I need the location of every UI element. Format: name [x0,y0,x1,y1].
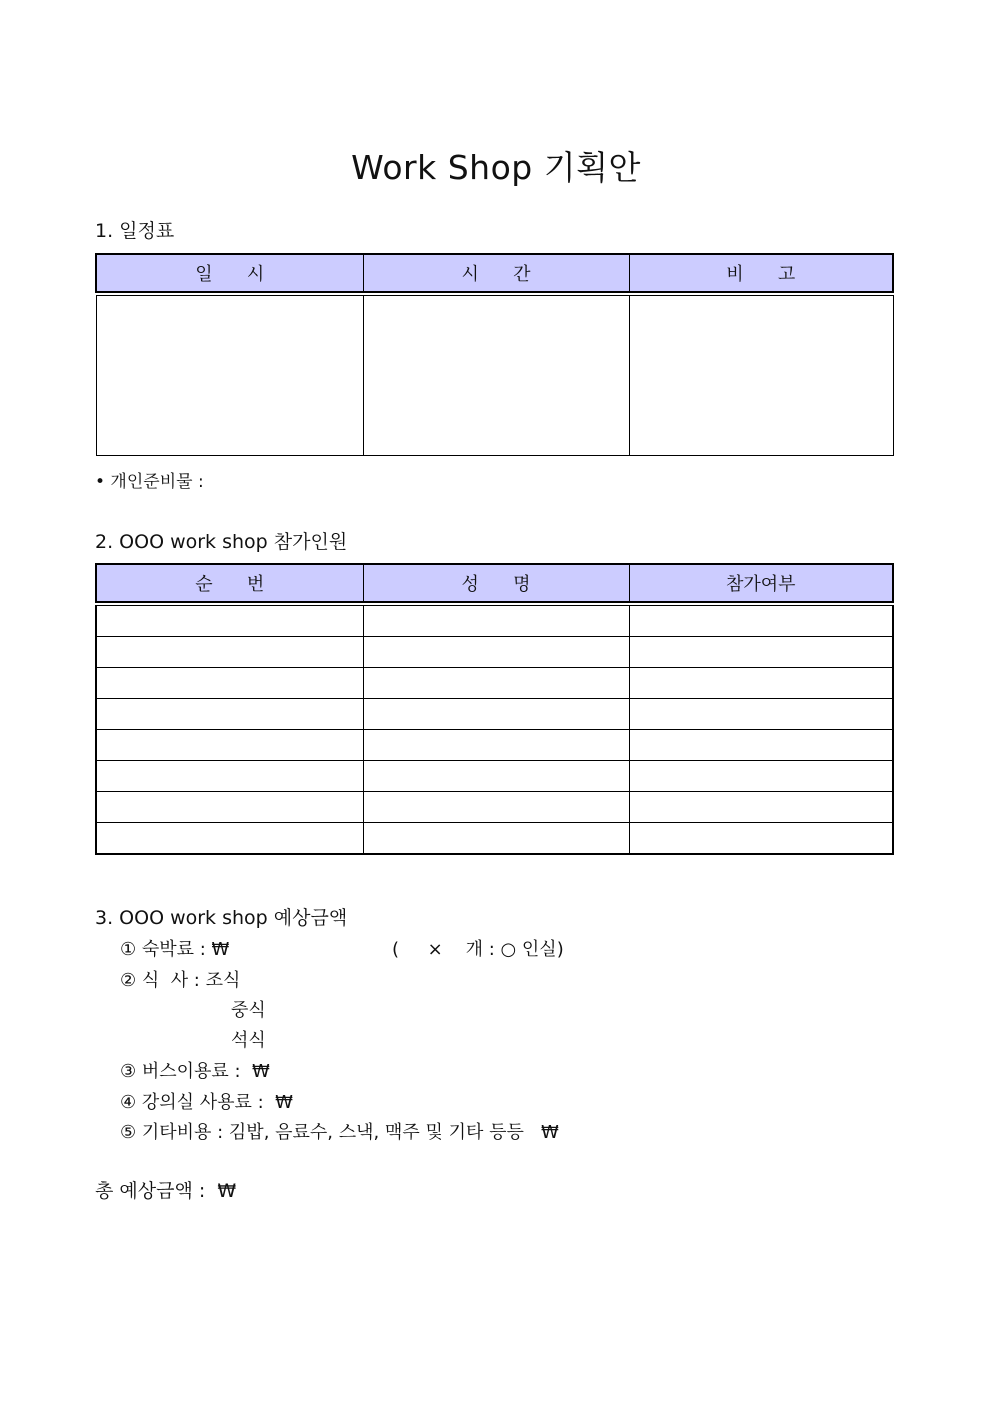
table-row [96,823,893,855]
table-cell[interactable] [363,699,629,730]
table-cell[interactable] [363,823,629,855]
table-cell[interactable] [629,792,893,823]
cost-item-dinner: 석식 [231,1030,266,1051]
table-cell[interactable] [629,637,893,668]
table-row [96,668,893,699]
costs-heading: 3. OOO work shop 예상금액 [95,907,348,929]
cost-item-other: ⑤ 기타비용 : 김밥, 음료수, 스낵, 맥주 및 기타 등등 ₩ [120,1122,559,1143]
table-cell[interactable] [96,792,363,823]
table-row [96,730,893,761]
schedule-heading: 1. 일정표 [95,220,175,242]
total-estimate: 총 예상금액 : ₩ [95,1180,237,1202]
schedule-cell-date[interactable] [96,296,363,456]
participants-heading: 2. OOO work shop 참가인원 [95,531,348,553]
table-cell[interactable] [629,730,893,761]
cost-item-lodging-detail: ( × 개 : ○ 인실) [392,939,564,960]
page-title: Work Shop 기획안 [351,148,641,187]
table-cell[interactable] [96,761,363,792]
cost-item-lunch: 중식 [231,1000,266,1021]
cost-item-meals: ② 식 사 : 조식 [120,970,241,991]
schedule-table [95,253,894,456]
table-cell[interactable] [629,823,893,855]
participants-col-name: 성 명 [363,564,629,602]
schedule-col-remarks: 비 고 [629,254,893,292]
table-row [96,761,893,792]
table-cell[interactable] [629,668,893,699]
schedule-cell-time[interactable] [363,296,629,456]
table-row [96,792,893,823]
participants-col-attendance: 참가여부 [629,564,893,602]
personal-items-note: • 개인준비물 : [95,472,204,492]
table-row [96,637,893,668]
schedule-col-date: 일 시 [96,254,363,292]
table-cell[interactable] [363,637,629,668]
table-row [96,606,893,637]
table-cell[interactable] [96,823,363,855]
table-cell[interactable] [629,761,893,792]
table-cell[interactable] [629,699,893,730]
table-cell[interactable] [363,668,629,699]
table-cell[interactable] [363,606,629,637]
cost-item-bus: ③ 버스이용료 : ₩ [120,1061,270,1082]
table-cell[interactable] [96,637,363,668]
cost-item-lodging: ① 숙박료 : ₩ [120,939,230,960]
table-cell[interactable] [96,730,363,761]
table-cell[interactable] [96,699,363,730]
participants-col-number: 순 번 [96,564,363,602]
participants-table [95,563,894,855]
cost-item-lecture-room: ④ 강의실 사용료 : ₩ [120,1092,293,1113]
table-cell[interactable] [363,761,629,792]
table-row [96,699,893,730]
table-cell[interactable] [96,668,363,699]
schedule-cell-remarks[interactable] [629,296,893,456]
schedule-col-time: 시 간 [363,254,629,292]
table-cell[interactable] [96,606,363,637]
table-cell[interactable] [629,606,893,637]
table-cell[interactable] [363,730,629,761]
table-cell[interactable] [363,792,629,823]
